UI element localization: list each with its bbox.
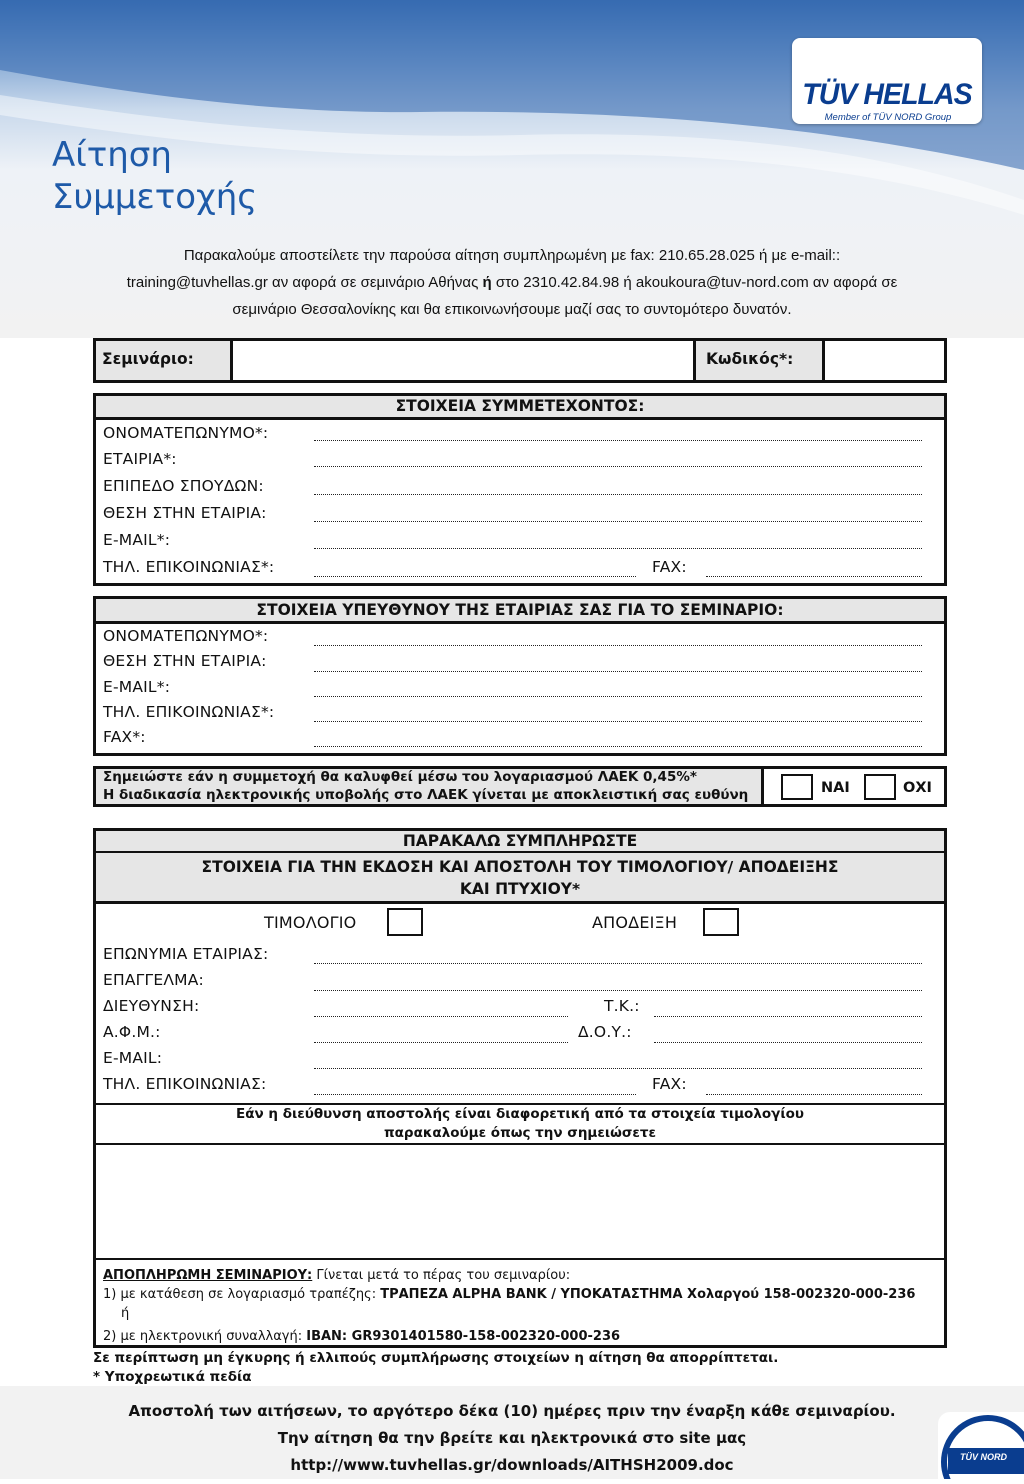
footer-download-link[interactable]: http://www.tuvhellas.gr/downloads/AITHSH2009.doc (290, 1456, 734, 1474)
intro-line-3: σεμινάριο Θεσσαλονίκης και θα επικοινωνήσουμε μαζί σας το συντομότερο δυνατόν. (232, 301, 792, 318)
responsible-email-field[interactable] (314, 696, 922, 697)
vat-number-label: Α.Φ.Μ.: (103, 1023, 161, 1041)
page-title (52, 134, 257, 218)
participant-fax-label: FAX: (652, 558, 687, 576)
participant-position-label: ΘΕΣΗ ΣΤΗΝ ΕΤΑΙΡΙΑ: (103, 504, 267, 522)
participant-email-field[interactable] (314, 548, 922, 549)
footer-text (90, 1398, 934, 1479)
laek-yes-checkbox[interactable] (781, 774, 813, 800)
code-input[interactable] (822, 338, 947, 383)
responsible-phone-field[interactable] (314, 721, 922, 722)
participant-phone-field[interactable] (314, 576, 636, 577)
invoice-email-label: E-MAIL: (103, 1049, 163, 1067)
company-name-label: ΕΠΩΝΥΜΙΑ ΕΤΑΙΡΙΑΣ: (103, 945, 269, 963)
code-label: Κωδικός*: (706, 350, 794, 368)
participant-phone-label: ΤΗΛ. ΕΠΙΚΟΙΝΩΝΙΑΣ*: (103, 558, 275, 576)
title-line-1: Αίτηση (52, 135, 172, 175)
intro-line-2b: στο 2310.42.84.98 ή akoukoura@tuv-nord.com αν αφορά σε (491, 274, 898, 291)
intro-bold-or: ή (482, 274, 492, 291)
responsible-name-label: ΟΝΟΜΑΤΕΠΩΝΥΜΟ*: (103, 627, 269, 645)
title-line-2: Συμμετοχής (52, 177, 258, 217)
invoice-heading-divider (93, 851, 947, 853)
payment-title-line (103, 1266, 943, 1285)
laek-note-line-1: Σημειώστε εάν η συμμετοχή θα καλυφθεί μέσω του λογαριασμού ΛΑΕΚ 0,45%* (103, 769, 697, 785)
intro-line-2 (60, 269, 964, 296)
responsible-fax-field[interactable] (314, 746, 922, 747)
invoice-type-label: ΤΙΜΟΛΟΓΙΟ (264, 913, 357, 932)
seminar-label: Σεμινάριο: (102, 350, 194, 368)
seminar-input[interactable] (230, 338, 696, 383)
responsible-phone-label: ΤΗΛ. ΕΠΙΚΟΙΝΩΝΙΑΣ*: (103, 703, 275, 721)
invoice-phone-field[interactable] (314, 1094, 636, 1095)
responsible-fax-label: FAX*: (103, 728, 146, 746)
participant-email-label: E-MAIL*: (103, 531, 171, 549)
payment-info (103, 1266, 943, 1346)
tax-office-field[interactable] (654, 1042, 922, 1043)
responsible-position-label: ΘΕΣΗ ΣΤΗΝ ΕΤΑΙΡΙΑ: (103, 652, 267, 670)
tuv-nord-logo (938, 1412, 1024, 1479)
payment-divider (93, 1258, 947, 1260)
intro-text (60, 242, 964, 323)
tax-office-label: Δ.Ο.Υ.: (578, 1023, 632, 1041)
receipt-type-label: ΑΠΟΔΕΙΞΗ (592, 913, 678, 932)
payment-option-2 (103, 1327, 943, 1346)
payment-option-1-prefix: 1) με κατάθεση σε λογαριασμό τραπέζης: (103, 1287, 381, 1302)
notes (93, 1349, 778, 1387)
shipping-note-line-1: Εάν η διεύθυνση αποστολής είναι διαφορετική από τα στοιχεία τιμολογίου (236, 1106, 804, 1122)
profession-label: ΕΠΑΓΓΕΛΜΑ: (103, 971, 204, 989)
payment-option-2-prefix: 2) με ηλεκτρονική συναλλαγή: (103, 1329, 307, 1344)
responsible-position-field[interactable] (314, 671, 922, 672)
logo-brand: TÜV HELLAS (802, 78, 972, 111)
receipt-type-checkbox[interactable] (703, 908, 739, 936)
participant-company-field[interactable] (314, 466, 922, 467)
postal-code-label: Τ.Κ.: (604, 997, 640, 1015)
participant-position-field[interactable] (314, 521, 922, 522)
shipping-note (93, 1105, 947, 1143)
required-fields-note: * Υποχρεωτικά πεδία (93, 1369, 252, 1385)
shipping-address-area[interactable] (96, 1146, 944, 1256)
invoice-heading-2-line-1: ΣΤΟΙΧΕΙΑ ΓΙΑ ΤΗΝ ΕΚΔΟΣΗ ΚΑΙ ΑΠΟΣΤΟΛΗ ΤΟΥ ΤΙΜΟΛΟΓΙΟΥ/ ΑΠΟΔΕΙΞΗΣ (201, 858, 839, 876)
invoice-heading-1: ΠΑΡΑΚΑΛΩ ΣΥΜΠΛΗΡΩΣΤΕ (402, 832, 638, 850)
postal-code-field[interactable] (654, 1016, 922, 1017)
rejection-warning: Σε περίπτωση μη έγκυρης ή ελλιπούς συμπλήρωσης στοιχείων η αίτηση θα απορρίπτεται. (93, 1350, 779, 1366)
participant-company-label: ΕΤΑΙΡΙΑ*: (103, 450, 177, 468)
payment-intro: Γίνεται μετά το πέρας του σεμιναρίου: (312, 1268, 571, 1283)
company-name-field[interactable] (314, 963, 922, 964)
profession-field[interactable] (314, 990, 922, 991)
intro-line-1: Παρακαλούμε αποστείλετε την παρούσα αίτηση συμπληρωμένη με fax: 210.65.28.025 ή με e-mail:: (183, 247, 841, 264)
payment-or: ή (121, 1306, 130, 1321)
shipping-divider-bottom (93, 1143, 947, 1145)
participant-heading: ΣΤΟΙΧΕΙΑ ΣΥΜΜΕΤΕΧΟΝΤΟΣ: (395, 397, 645, 415)
tuv-nord-emblem-icon (938, 1412, 1024, 1479)
invoice-email-field[interactable] (314, 1068, 922, 1069)
tuv-hellas-logo (792, 38, 982, 124)
intro-line-2a: training@tuvhellas.gr αν αφορά σε σεμινάριο Αθήνας (126, 274, 483, 291)
address-label: ΔΙΕΥΘΥΝΣΗ: (103, 997, 200, 1015)
responsible-heading: ΣΤΟΙΧΕΙΑ ΥΠΕΥΘΥΝΟΥ ΤΗΣ ΕΤΑΙΡΙΑΣ ΣΑΣ ΓΙΑ ΤΟ ΣΕΜΙΝΑΡΙΟ: (256, 601, 784, 619)
responsible-name-field[interactable] (314, 645, 922, 646)
footer-line-1: Αποστολή των αιτήσεων, το αργότερο δέκα (10) ημέρες πριν την έναρξη κάθε σεμιναρίου. (128, 1402, 896, 1420)
laek-note (103, 768, 763, 804)
laek-no-checkbox[interactable] (864, 774, 896, 800)
invoice-fax-label: FAX: (652, 1075, 687, 1093)
invoice-phone-label: ΤΗΛ. ΕΠΙΚΟΙΝΩΝΙΑΣ: (103, 1075, 267, 1093)
payment-iban: IBAN: GR9301401580-158-002320-000-236 (306, 1329, 621, 1344)
logo-tagline: Member of TÜV NORD Group (824, 112, 952, 123)
responsible-email-label: E-MAIL*: (103, 678, 171, 696)
footer-logo-brand: TÜV NORD (960, 1452, 1007, 1462)
participant-education-field[interactable] (314, 494, 922, 495)
footer-line-2: Την αίτηση θα την βρείτε και ηλεκτρονικά στο site μας (277, 1429, 747, 1447)
address-field[interactable] (314, 1016, 568, 1017)
payment-bank: ΤΡΑΠΕΖΑ ALPHA BANK / ΥΠΟΚΑΤΑΣΤΗΜΑ Χολαργού 158-002320-000-236 (380, 1287, 916, 1302)
laek-no-label: ΟΧΙ (903, 780, 932, 796)
laek-note-line-2: Η διαδικασία ηλεκτρονικής υποβολής στο ΛΑΕΚ γίνεται με αποκλειστική σας ευθύνη (103, 787, 749, 803)
payment-title: ΑΠΟΠΛΗΡΩΜΗ ΣΕΜΙΝΑΡΙΟΥ: (103, 1268, 313, 1283)
laek-yes-label: ΝΑΙ (821, 780, 850, 796)
participant-name-field[interactable] (314, 440, 922, 441)
invoice-heading-2 (93, 856, 947, 900)
vat-number-field[interactable] (314, 1042, 568, 1043)
participant-name-label: ΟΝΟΜΑΤΕΠΩΝΥΜΟ*: (103, 424, 269, 442)
invoice-heading-2-line-2: ΚΑΙ ΠΤΥΧΙΟΥ* (459, 880, 581, 898)
participant-fax-field[interactable] (706, 576, 922, 577)
payment-option-1 (103, 1285, 943, 1304)
invoice-type-checkbox[interactable] (387, 908, 423, 936)
invoice-fax-field[interactable] (706, 1094, 922, 1095)
participant-education-label: ΕΠΙΠΕΔΟ ΣΠΟΥΔΩΝ: (103, 477, 264, 495)
shipping-note-line-2: παρακαλούμε όπως την σημειώσετε (383, 1125, 657, 1141)
